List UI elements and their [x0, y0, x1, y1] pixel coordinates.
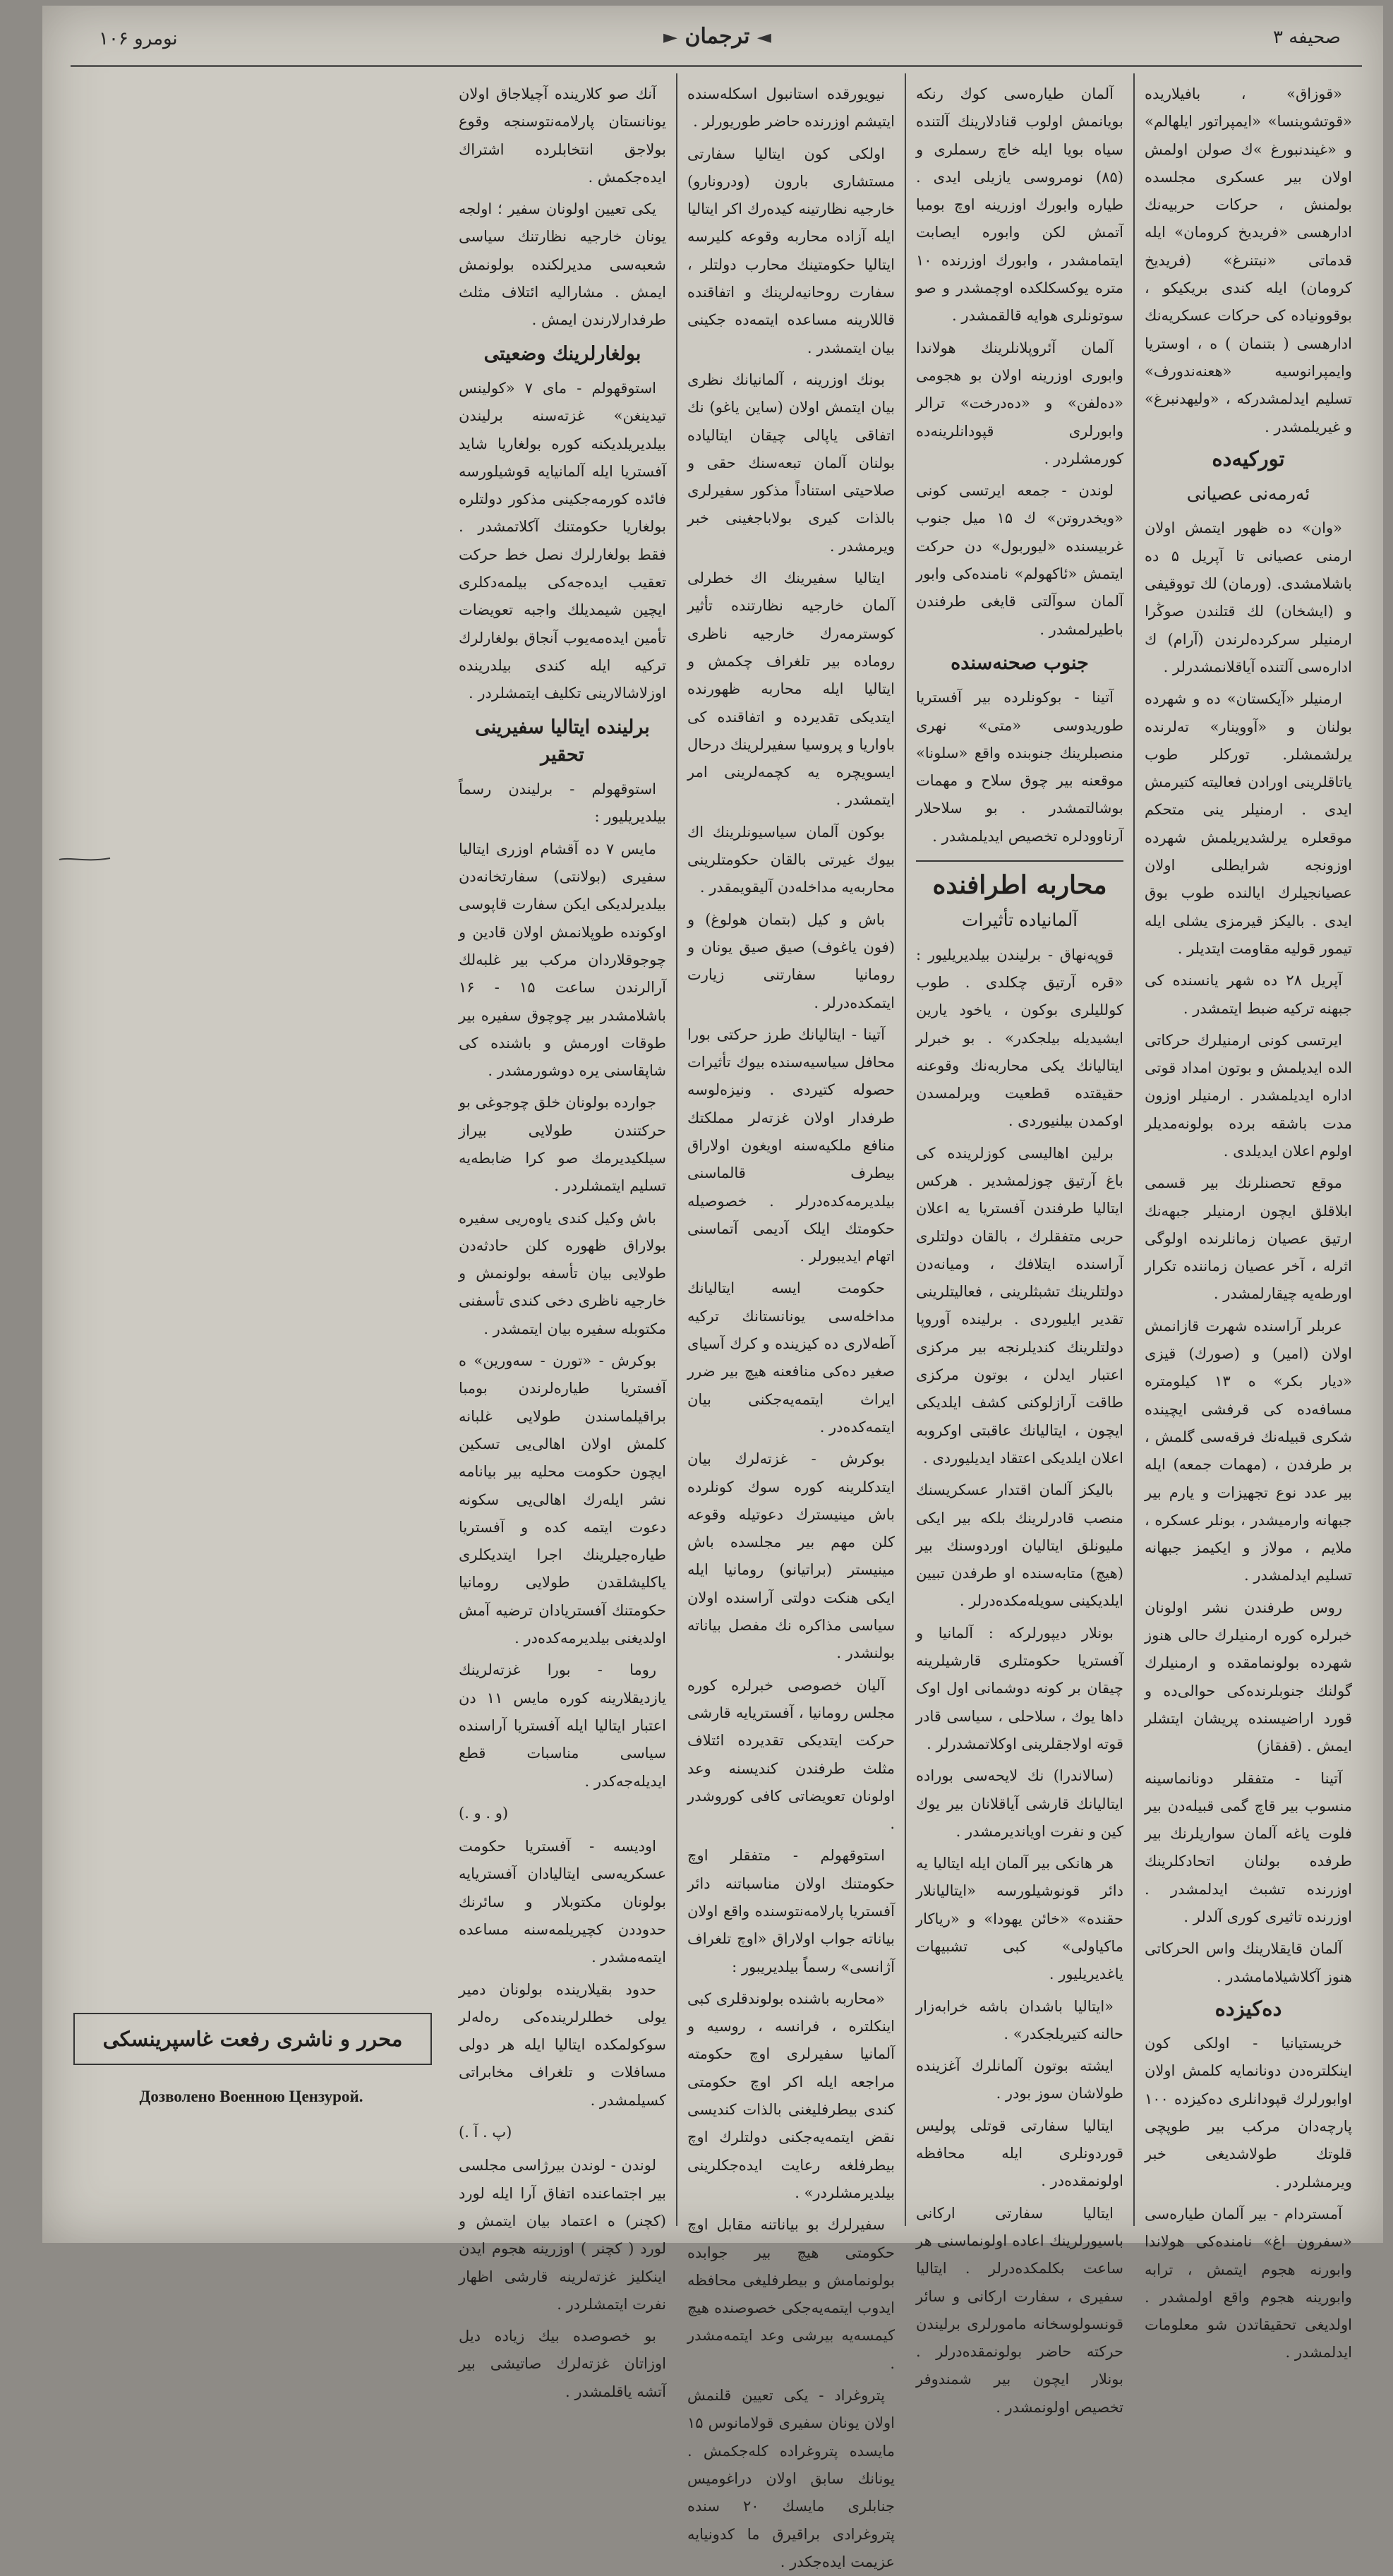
article-paragraph: قوپه‌نهاق - برلیندن بیلدیریلیور : «قره آرتیق چکلدی . طوب کوللیلری بوکون ، یاخود یارین ایشیدیله‌ بیلجکدر» . بو خبرلر ایتالیانك یکی محاربه‌نك وقوعنه حقیقتده قطعیت ویرلمسدن اوکمدن بیلنیوردی .	[916, 946, 1123, 1130]
article-paragraph: ارمنیلر «آیکستان» ده و شهرده بولنان و «آووینار» ته‌لرنده یرلشمشلر. توركلر طوب یاتاقلرینی اورادن فعالیته‌ کتیرمش ایدی . ارمنیلر ینی متحکم موقعلره یرلشدیریلمش شهرده اوزونجه شرایطلی اولان عصیانجیلرك ایالنده طوب بوق ایدی . بالیکز قیرمزی یشلی ایله‌ تیمور قولیه‌ مقاومت ایتدیلر .	[1145, 690, 1352, 957]
page-number: صحیفه ۳	[1272, 27, 1341, 48]
issue-number: نومرو ۱۰۶	[99, 28, 178, 49]
article-paragraph: روما - بورا غزته‌لرینك یازدیقلارینه کوره مایس ۱۱ دن اعتبار ایتالیا ایله آفستریا آراسنده سیاسی مناسبات قطع ایدیله‌جه‌کدر .	[459, 1661, 666, 1790]
article-paragraph: خریستیانیا - اولکی کون اینکلتره‌دن دونانمایه کلمش اولان اوابورلرك قپودانلری ده‌کیزده ۱۰۰ پارچه‌دان مرکب بیر طوپچی قلوتك طولاشدیغی خبر ویرمشلردر .	[1145, 2035, 1352, 2191]
newspaper-page	[42, 6, 1383, 2570]
columns	[71, 73, 1362, 2570]
article-paragraph: مایس ۷ ده آقشام اوزری ایتالیا سفیری (بولانتی) سفارتخانه‌دن بیلدیرلدیکی ایکن سفارت قاپوسی اوکونده طوپلانمش اولان قادین و چوجوقلاردان مرکب بیر غلبه‌لك آرالرندن ساعت ۱۵ - ۱۶ باشلامشدر بیر چوچوق سفیره بیر طوقات اورمش و باشنده کی شاپقاسنی یره دوشورمشدر .	[459, 840, 666, 1080]
article-paragraph: ایتالیا سفارتی قوتلی پولیس قوردونلری ایله محافظه‌ اولونمقده‌در .	[916, 2117, 1123, 2190]
article-paragraph: بونك اوزرینه ، آلمانیانك نظری بیان ایتمش اولان (ساین یاغو) نك اتفاقی یاپالی چیقان ایتالیاده بولنان آلمان تبعه‌سنك حقی و صلاحیتی استناداً مذکور سفیرلری بالذات کیری بولاباجغینی خبر ویرمشدر .	[687, 371, 895, 555]
article-paragraph: برلین اهالیسی کوزلرینده کی باغ آرتیق چوزلمشدیر . هرکس ایتالیا طرفندن آفستریا یه‌ اعلان حربی متفقلرك ، بالقان دولتلری آراسنده ایتلافك ، ومیانه‌دن دولتلرینك تشبثلرینی ، فعالیتلرینی تقدیر ایلیوردی . برلینده آوروپا دولتلرینك کندیلرنجه بیر مرکزی اعتبار ایدلن ، بوتون مرکزی طاقت آرازلوکنی کشف ایلدیکی ایچون ، ایتالیانك عاقبتی اوکروبه اعلان ایلدیکی اعتقاد ایدیلیوردی .	[916, 1144, 1123, 1467]
article-paragraph: حکومت ایسه ایتالیانك مداخله‌سی یونانستانك ترکیه آطه‌لاری ده کیزینده و کرك آسیای صغیر ده‌کی منافعنه هیچ بیر ضرر ایراث ایتمه‌یه‌جکنی بیان ایتمه‌کده‌در .	[687, 1280, 895, 1436]
article-paragraph: آپریل ۲۸ ده شهر یانسنده کی جبهنه ترکیه ضبط ایتمشدر .	[1145, 972, 1352, 1017]
source-signature: (پ . آ .)	[459, 2124, 512, 2141]
article-paragraph: بونلار دیپورلرکه : آلمانیا و آفستریا حکومتلری قارشیلرینه چیقان بر کونه دوشمانی اول اوک داها یوك ، سلاحلی ، سیاسی قادر قوته اولاجقلرینی اوکلاتمشدرلر .	[916, 1624, 1123, 1752]
masthead	[42, 6, 1383, 65]
column-4	[906, 73, 1133, 2416]
article-paragraph: استوقهولم - متفقلر اوچ حکومتنك اولان مناسباتنه دائر آفستریا پارلامه‌نتوسنده واقع اولان بیاناته جواب اولاراق «اوچ تلغراف آژانسی» رسماً بیلدیریبور :	[687, 1847, 895, 1975]
publisher-box: محرر و ناشری رفعت غاسپرینسکی	[73, 2013, 432, 2065]
ornament-icon: ►	[663, 27, 677, 48]
section-heading: ده‌کیزده	[1214, 1996, 1282, 2021]
article-paragraph: بوکرش - «تورن - سه‌ورین» ه آفستریا طیاره‌لرندن بومبا براقیلماسندن طولایی غلبانه کلمش اولان اهالی‌یی تسکین ایچون حکومت محلیه بیر بیانامه نشر ایله‌رك اهالی‌یی سکونه دعوت ایتمه کده و آفستریا طیاره‌جیلرینك اجرا ایتدیکلری یاکلیشلقدن طولایی رومانیا حکومتنك آفستریادان ترضیه آمش اولدیغنی بیلدیرمه‌کده‌در .	[459, 1352, 666, 1647]
article-paragraph: آلیان خصوصی خبرلره کوره مجلس رومانیا ، آفستریایه قارشی حرکت ایتدیکی تقدیرده ائتلاف مثلث طرفندن کندیسنه وعد اولونان تعویضاتی کافی کوروشدر .	[687, 1676, 895, 1833]
article-paragraph: آنك صو کلارینده آچیلاجاق اولان یونانستان پارلامه‌نتوسنجه وقوع بولاجق انتخابلرده اشتراك ایده‌جکمش .	[459, 85, 666, 186]
article-paragraph: آلمان آئروپلانلرینك هولاندا وابوری اوزرینه اولان بو هجومی «ده‌لفن» و «ده‌درخت» ترالر وابورلری قپودانلرینه‌ده کورمشلردر .	[916, 339, 1123, 467]
subheading: ئەرمەنى عصیانى	[1186, 483, 1310, 505]
article-paragraph: یکی تعیین اولونان سفیر ؛ اولجه یونان خارجیه نظارتنك سیاسی شعبه‌سی مدیرلکنده بولونمش ایمش . مشارالیه ائتلاف مثلث طرفدارلارندن ایمش .	[459, 200, 666, 329]
article-paragraph: جوارده بولونان خلق چوجوغی بو حرکتندن طولایی بیراز سیلکیدیرمك صو کرا ضابطه‌یه تسلیم ایتمشلردر .	[459, 1094, 666, 1195]
ornament-icon: ◄	[756, 27, 771, 48]
article-paragraph: «محاربه باشنده بولوندقلری کبی اینکلتره ، فرانسه ، روسیه و آلمانیا سفیرلری اوچ حکومته مراجعه ایله اکر اوچ حکومتی کندی بیطرفلیغنی بالذات کندیسی نقض ایتمه‌یه‌جکنی دولتلرك اوچ بیطرفلغه رعایت ایده‌جکلرینی بیلدیرمشلردر» .	[687, 1990, 895, 2201]
article-paragraph: هر هانکی بیر آلمان ایله ایتالیا یه‌ دائر قونوشیلورسه «ایتالیانلار حقنده» «خائن یهودا» و «ریاکار ماکیاولی» کبی تشبیهات یاغدیریلیور .	[916, 1855, 1123, 1983]
article-paragraph: اودیسه - آفستریا حکومت عسکریه‌سی ایتالیادان آفستریایه بولونان مکتوبلار و سائرنك حدوددن کچیریلمه‌سنه مساعده ایتمه‌مشدر .	[459, 1838, 666, 1966]
source-signature: (و . و .)	[459, 1804, 509, 1822]
article-paragraph: آمستردام - بیر آلمان طیاره‌سی «سفرون اغ» نامنده‌کی هولاندا وابورنه هجوم ایتمش ، ترابه وابورینه هجوم واقع اولمشدر . اولدیغی تحقیقاتدن شو معلومات ایدلمشدر .	[1145, 2205, 1352, 2361]
article-paragraph: باش وکیل کندی یاوه‌ریی سفیره بولاراق ظهوره کلن حادثه‌دن طولایی بیان تأسفه بولونمش و خارجیه ناظری دخی کندی تأسفنی مکتوبله سفیره بیان ایتمشدر .	[459, 1209, 666, 1337]
subheading: آلمانیاده تأثیرات	[961, 910, 1078, 931]
article-paragraph: حدود بقیلارینده بولونان دمیر یولی خطلرلرینده‌کی ره‌له‌لر سوکولمکده ایتالیا ایله هر دولی مسافلات و تلغراف مخابراتی کسیلمشدر .	[459, 1980, 666, 2109]
article-paragraph: باش و کیل (بتمان هولوغ) و (فون یاغوف) صیق صیق یونان و رومانیا سفارتنی زیارت ایتمکده‌درلر .	[687, 910, 895, 1011]
column-5	[1135, 73, 1362, 2361]
column-2	[449, 73, 676, 2400]
article-paragraph: بوکرش - غزته‌لرك بیان ایتدکلرینه کوره سوك کونلرده باش مینیسترك دعوتیله وقوعه کلن مهم بیر مجلسده باش مینیستر (براتیانو) رومانیا ایله ایکی هنکت دولتی آراسنده اولان سیاسی مذاکره‌ نك مفصل بیاناته بولنشدر .	[687, 1450, 895, 1662]
section-heading: تورکیه‌ده	[1212, 446, 1285, 471]
newspaper-title: ترجمان	[685, 24, 750, 49]
article-paragraph: آتینا - بوکونلرده بیر آفستریا طوریدوسی «متی» نهری منصبلرینك جنوبنده واقع «سلونا» موقعنه بیر چوق سلاح و مهمات بوشالتمشدر . بو سلاحلار آرناوودلره تخصیص ایدیلمشدر .	[916, 689, 1123, 845]
section-heading: جنوب صحنه‌سنده	[951, 651, 1089, 674]
article-paragraph: اولکی کون ایتالیا سفارتی مستشاری بارون (ودرونارو) خارجیه نظارتینه کیده‌رك اکر ایتالیا ایله آزاده محاربه وقوعه کلیرسه ایتالیا حکومتینك محارب دولتلر ، سفارت روحانیه‌لرینك و اتفاقنده قاللارینه مساعده ایتمه‌ده جکینی بیان ایتمشدر .	[687, 145, 895, 356]
article-paragraph: بالیکز آلمان اقتدار عسکریسنك منصب قادرلرینك بلکه‌ بیر ایکی ملیونلق ایتالیان اوردوسنك بیر (هیچ) متابه‌سنده او طرفدن تبیین ایلدیکینی سویله‌مکده‌درلر .	[916, 1481, 1123, 1610]
masthead-title-block	[663, 24, 771, 49]
section-heading: برلینده ایتالیا سفیرینی تحقیر	[475, 716, 650, 766]
article-paragraph: بوکون آلمان سیاسیونلرینك اك بیوك غیرتی بالقان حکومتلرینی محاربه‌یه مداخله‌دن آلیقویمقدر .	[687, 823, 895, 896]
article-paragraph: آلمان طیاره‌سی کوك رنکه بویانمش اولوب قنادلارینك آلتنده سیاه بویا ایله خاچ رسملری و (۸۵) نومروسی یازیلی ایدی . طیاره‌ وابورك اوزرینه اوچ بومبا آتمش لکن وابوره ایصابت ایتمامشدر ، وابورك اوزرنده ۱۰ متره یوکسکلکده اوچمشدر و صو سوتونلری هوایه قالقمشدر .	[916, 85, 1123, 325]
article-paragraph: پتروغراد - یکی تعیین قلنمش اولان یونان سفیری قولامانوس ۱۵ مایسده پتروغراده کله‌جکمش . یونانك سابق اولان دراغومیس جنابلری مایسك ۲۰ سنده پتروغرادی براقیرق ما کدونیایه عزیمت ایده‌جکدر .	[687, 2387, 895, 2570]
article-paragraph: نیویورقده استانبول اسکله‌سنده ایتیشم اوزرنده حاضر طوریورلر .	[687, 85, 895, 131]
article-paragraph: ایتالیا سفارتی ارکانی باسیورلرینك اعاده اولونماسنی هر ساعت بکلمکده‌درلر . ایتالیا سفیری ، سفارت ارکانی و سائر قونسولوسخانه‌ مامورلری برلیندن حرکته حاضر بولونمقده‌درلر . بونلار ایچون بیر شمندوفر تخصیص اولونمشدر .	[916, 2204, 1123, 2416]
article-paragraph: آتینا - ایتالیانك طرز حرکتی بورا محافل سیاسیه‌سنده بیوك تأثیرات حصوله کتیردی . ونیزه‌لوسه طرفدار اولان غزته‌لر مملکتك منافع ملکیه‌سنه اویغون اولاراق بیطرف قالماسنی بیلدیرمه‌کده‌درلر . خصوصیله حکومتك ایلک آدیمی آتماسنی اتهام ایدیبورلر .	[687, 1025, 895, 1265]
column-3	[677, 73, 905, 2570]
article-paragraph: استوقهولم - برلیندن رسماً بیلدیریلیور :	[459, 781, 666, 826]
section-heading: بولغارلرینك وضعیتی	[483, 342, 641, 365]
article-paragraph: (سالاندرا) نك لایحه‌سی بوراده ایتالیانك قارشی آیاقلانان بیر یوك کین و نفرت اویاندیرمشدر .	[916, 1767, 1123, 1840]
article-paragraph: ایرتسی کونی ارمنیلرك حرکاتی الده ایدیلمش و بوتون امداد قوتی اداره ایدیلمشدر . ارمنیلر اوزون مدت باشقه برده بولونه‌مدیلر اولوم اعلان ایدیلدی .	[1145, 1031, 1352, 1160]
article-paragraph: استوقهولم - مای ۷ «کولینس تید‌ینغن» غزته‌سنه برلیندن بیلدیریلدیکنه کوره بولغاریا شاید آفستریا ایله آلمانیایه قوشیلورسه فائده کورمه‌جکینی مذکور دولتلره بولغاریا حکومتنك آکلاتمشدر . فقط بولغارلرك نصل خط حرکت تعقیب ایده‌جه‌کی بیلمه‌دکلری ایچین شیمدیلك واجبه تعویضات تأمین ایده‌مه‌یوب آنجاق بولغارلرك ترکیه ایله کندی بیلدرینده اوزلاشالارینی تکلیف ایتمشلردر .	[459, 379, 666, 702]
article-paragraph: «ایتالیا باشدان باشه خرابه‌زار حالنه کتیریلجکدر» .	[916, 1997, 1123, 2042]
censor-note: Дозволено Военною Цензурой.	[139, 2088, 363, 2105]
article-paragraph: «وان» ده ظهور ایتمش اولان ارمنی عصیانی تا آپریل ۵ ده باشلامشدی. (ورمان) لك تووقیفی و (ایشخان) لك قتلندن صوڭرا ارمنیلر سرکرده‌لرندن (آرام) ك اداره‌سی آلتنده آیاقلانمشدرلر .	[1145, 519, 1352, 675]
article-paragraph: آتینا - متفقلر دونانماسینه منسوب بیر قاچ گمی قبیله‌دن بیر فلوت یاغه آلمان سواریلرنك بیر طرفده بولنان اتحادكلرینك اوزرنده تشبث ایدلمشدر . اوزرنده تاثیری کوری آلدلر .	[1145, 1769, 1352, 1925]
article-paragraph: لوندن - لوندن بیرژاسی مجلسی بیر اجتماعنده اتفاق آرا ایله لورد (کچنر) ه اعتماد بیان ایتمش و لورد ( کچنر ) اوزرینه هجوم ایدن اینکلیز غزته‌لرینه قارشی اظهار نفرت ایتمشلردر .	[459, 2157, 666, 2313]
column-divider	[905, 73, 906, 2226]
article-paragraph: آلمان قایقلارینك واس الحرکاتی هنوز آکلاشیلامامشدر .	[1145, 1940, 1352, 1985]
pencil-mark-icon	[56, 838, 113, 881]
article-paragraph: بو خصوصده بیك زیاده دیل اوزاتان غزته‌لرك صاتیشی بیر آتشه یاقلمشدر .	[459, 2328, 666, 2400]
article-paragraph: لوندن - جمعه ایرتسی کونی «ویخدروتن» ك ۱۵ میل جنوب غربیسنده «لیوربول» دن حرکت ایتمش «ئاکهولم» نامنده‌کی وابور آلمان سوآلتی قایغی طرفندن باطیرلمشدر .	[916, 482, 1123, 638]
column-divider	[1133, 73, 1135, 2226]
column-divider	[676, 73, 677, 2226]
section-heading-large: محاربه اطرافنده	[916, 860, 1123, 899]
article-paragraph: عربلر آراسنده شهرت قازانمش اولان (امیر) و (صورك) قیزی «دیار بکر» ه ۱۳ کیلومتره مسافه‌ده کی قرفشی ایچینده شکری قبیله‌نك فرقه‌سی گلمش ، بر طرفدن ، (مهمات جمعه) ایله بیر عدد نوع تجهیزات و یارم بیر جبهانه‌ وارمیشدر ، بونلر عسکره ، ملایم ، مولاز و ایکیمز جبهانه تسلیم ایدلمشدر .	[1145, 1317, 1352, 1584]
article-paragraph: ایتالیا سفیرینك اك خطرلی آلمان خارجیه نظارتنده تأثیر کوسترمه‌رك خارجیه ناظری روماده بیر تلغراف چکمش و ایتالیا ایله محاربه ظهورنده ایتدیکی تقدیرده و اتفاقنده کی باواریا و پروسیا سفیرلرینك درحال ایسویچره یه کچمه‌لرینی امر ایتمشدر .	[687, 570, 895, 809]
article-paragraph: «قوزاق» ، بافیلاریده «قوتشوینسا» «ایمپراتور ایلهالم» و «غیندنبورغ »ك صولن اولمش اولان بیر عسکری مجلسده بولمنش ، حرکات حربیه‌نك ادارهسی «فریدیخ کرومان» ایله‌ قدماتی «نبتنرغ» (فریدیخ کرومان) ایله‌ کندی بریکیکو ، بوقوونیاده کی حرکات عسکریه‌نك ادارهسی ( بتنمان ) ه ، اوستریا وایمپرانوسیه «هعنه‌ندورف» تسلیم ایدلمشدرکه‌ ، «ولیهدنبرغ» و غیریلمشدر .	[1145, 85, 1352, 435]
article-paragraph: سفیرلرك بو بیاناتنه مقابل اوچ حکومتی هیچ بیر جوابده بولونمامش و بیطرفلیغی محافظه‌ ایدوب ایتمه‌یه‌جکی خصوصنده هیچ کیمسه‌یه بیرشی وعد ایتمه‌مشدر .	[687, 2216, 895, 2372]
article-paragraph: ایشته بوتون آلمانلرك آغزینده طولاشان سوز بودر .	[916, 2057, 1123, 2102]
article-paragraph: روس طرفندن نشر اولونان خبرلره کوره ارمنیلرك حالی هنوز شهرده بولونمامقده و ارمنیلرك گولنك جنوبلرنده‌کی حوالی‌ده و قورد اراضیسنده پریشان ایتشلر ایمش . (قفقاز)	[1145, 1599, 1352, 1755]
article-paragraph: موقع تحصنلرنك بیر قسمی ابلاقلق ایچون ارمنیلر جبهه‌نك ارتیق عصیان زمانلرنده اولوگی اثرله‌ ، آخر عصیان زماننده تکرار اورطه‌یه چیقارلمشدر .	[1145, 1174, 1352, 1303]
masthead-rule	[71, 65, 1362, 67]
